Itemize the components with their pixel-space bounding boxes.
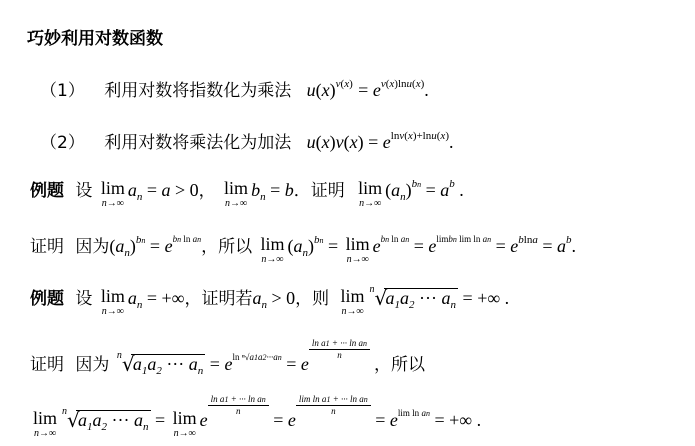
example-2: 例题 设 lim n→∞ $a_n$ = +∞，证明若$a_n > 0$，则 lim n→∞ n √ $a_1a_2$ ··· $a_n$ = +∞ .	[30, 284, 510, 317]
proof-1-label: 证明	[30, 237, 64, 257]
lim-operator: lim n→∞	[100, 286, 125, 317]
lim-operator: lim n→∞	[358, 178, 383, 209]
item-2-text: 利用对数将乘法化为加法	[104, 133, 292, 153]
item-2-formula: $u(x)v(x) = e^{lnv(x)+lnu(x)}$.	[306, 130, 454, 152]
proof-2-result: lim n→∞ n √ $a_1a_2$ ··· $a_n$ = lim n→∞ e $\frac{\text{ln a1 + ··· ln an}}{n}$ = e $\frac{\text{lim ln a1 + ··· ln an}}{n}$ = $e^{lim ln an}$ = +∞ .	[33, 394, 482, 439]
example-1: 例题 设 lim n→∞ $a_n = a > 0$， lim n→∞ $b_n = b$．证明 lim n→∞ $(a_n)^{bn} = a^b$ .	[30, 178, 464, 209]
proof-1-lead: 因为	[75, 237, 110, 257]
lim-operator: lim n→∞	[33, 407, 58, 439]
nth-root: n √ $a_1a_2$ ··· $a_n$	[116, 349, 204, 377]
lim-operator: lim n→∞	[172, 407, 197, 439]
example-2-label: 例题	[30, 289, 64, 309]
lim-operator: lim n→∞	[224, 178, 249, 209]
proof-1: 证明 因为$(a_n)^{bn} = e^{bn ln an}$，所以 lim n→∞ $(a_n)^{bn}$ = lim n→∞ $e^{bn ln an} = e^{limbn lim ln an} = e^{blna} = a^b$.	[30, 234, 576, 265]
doc-title: 巧妙利用对数函数	[27, 29, 163, 49]
nth-root: n √ $a_1a_2$ ··· $a_n$	[62, 405, 149, 433]
proof-2-label: 证明	[30, 354, 64, 375]
example-1-lead: 设	[75, 181, 93, 201]
item-1-number: （1）	[40, 81, 85, 101]
item-1-formula: $u(x)^{v(x)} = e^{v(x)lnu(x)}$.	[306, 78, 429, 100]
example-1-label: 例题	[30, 181, 64, 201]
lim-operator: lim n→∞	[100, 178, 125, 209]
lim-operator: lim n→∞	[340, 286, 365, 317]
example-2-lead: 设	[75, 289, 93, 309]
item-2-number: （2）	[40, 133, 85, 153]
proof-2: 证明 因为 n √ $a_1a_2$ ··· $a_n = e^{ln ^n√a1a2\cdot\cdot\cdot an} = e$ $\frac{\text{ln a1 + ··· ln an}}{n}$ ，所以	[30, 338, 425, 377]
proof-2-lead: 因为	[75, 354, 110, 375]
item-1-text: 利用对数将指数化为乘法	[104, 81, 292, 101]
lim-operator: lim n→∞	[260, 234, 285, 265]
nth-root: n √ $a_1a_2$ ··· $a_n$	[369, 284, 457, 311]
item-2	[40, 128, 453, 153]
lim-operator: lim n→∞	[345, 234, 370, 265]
item-1	[40, 76, 429, 101]
